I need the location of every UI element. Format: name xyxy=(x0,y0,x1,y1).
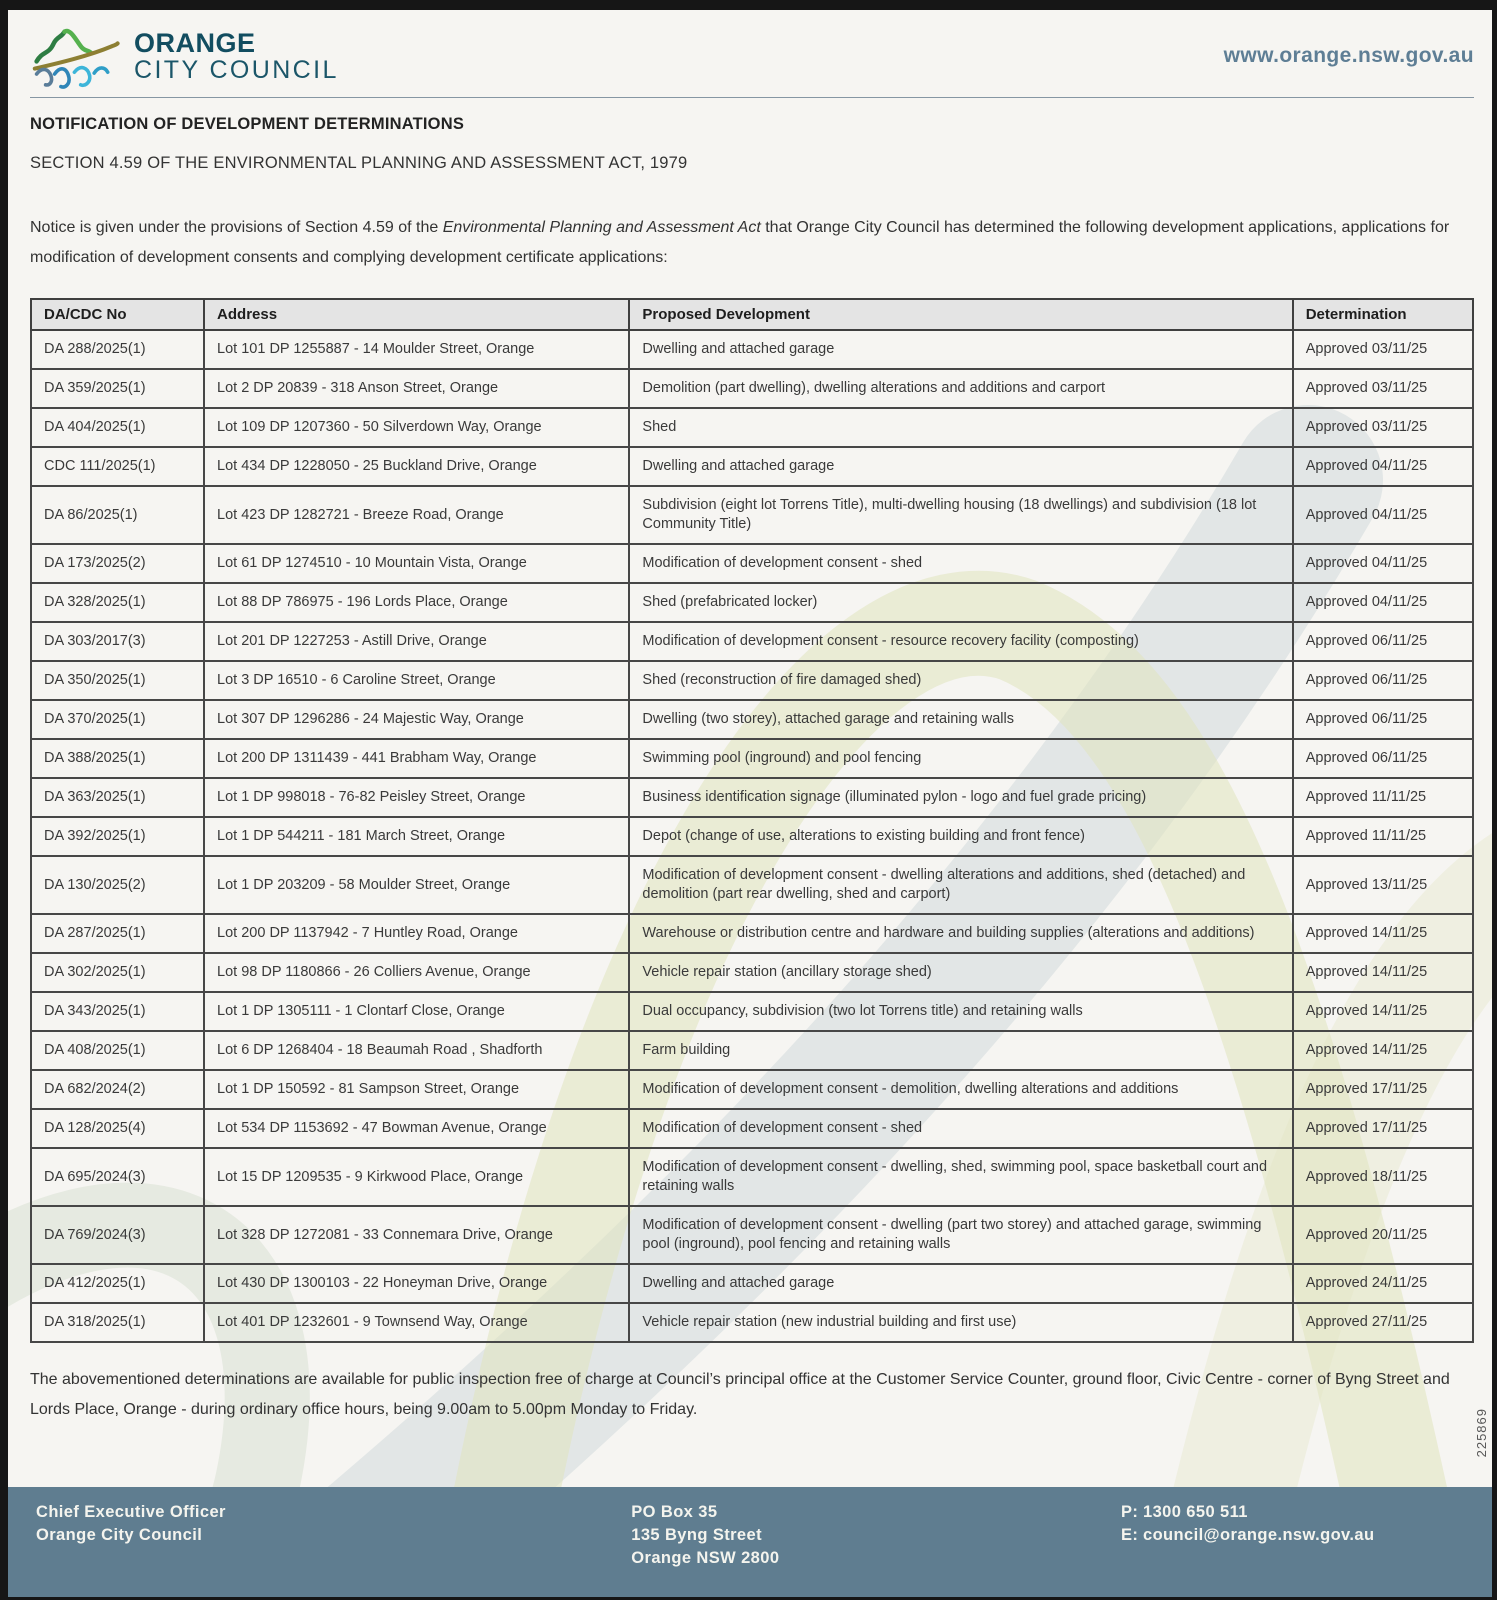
cell-determination: Approved 27/11/25 xyxy=(1293,1303,1473,1342)
cell-determination: Approved 11/11/25 xyxy=(1293,778,1473,817)
intro-act-name: Environmental Planning and Assessment Act xyxy=(442,219,761,236)
cell-development: Shed (reconstruction of fire damaged shed) xyxy=(629,661,1292,700)
cell-determination: Approved 14/11/25 xyxy=(1293,1031,1473,1070)
cell-determination: Approved 04/11/25 xyxy=(1293,447,1473,486)
cell-development: Dwelling and attached garage xyxy=(629,330,1292,369)
cell-address: Lot 1 DP 150592 - 81 Sampson Street, Orange xyxy=(204,1070,629,1109)
phone-line xyxy=(1121,1501,1374,1524)
table-row xyxy=(31,739,1473,778)
cell-da-no: DA 328/2025(1) xyxy=(31,583,204,622)
cell-address: Lot 1 DP 1305111 - 1 Clontarf Close, Orange xyxy=(204,992,629,1031)
table-row xyxy=(31,661,1473,700)
cell-determination: Approved 06/11/25 xyxy=(1293,661,1473,700)
cell-determination: Approved 06/11/25 xyxy=(1293,700,1473,739)
table-row xyxy=(31,369,1473,408)
cell-determination: Approved 24/11/25 xyxy=(1293,1264,1473,1303)
cell-da-no: DA 769/2024(3) xyxy=(31,1206,204,1264)
email-line xyxy=(1121,1524,1374,1547)
logo-org-name: ORANGE xyxy=(134,28,256,58)
cell-address: Lot 307 DP 1296286 - 24 Majestic Way, Orange xyxy=(204,700,629,739)
table-row xyxy=(31,817,1473,856)
cell-development: Depot (change of use, alterations to existing building and front fence) xyxy=(629,817,1292,856)
phone-number: 1300 650 511 xyxy=(1143,1503,1248,1521)
notice-intro xyxy=(30,213,1466,273)
table-row xyxy=(31,1206,1473,1264)
page-header xyxy=(30,10,1474,94)
cell-development: Shed xyxy=(629,408,1292,447)
email-label: E: xyxy=(1121,1526,1139,1544)
cell-development: Business identification signage (illuminated pylon - logo and fuel grade pricing) xyxy=(629,778,1292,817)
cell-da-no: DA 86/2025(1) xyxy=(31,486,204,544)
cell-address: Lot 401 DP 1232601 - 9 Townsend Way, Orange xyxy=(204,1303,629,1342)
cell-development: Dwelling and attached garage xyxy=(629,447,1292,486)
contact-phone-email xyxy=(1121,1501,1374,1547)
cell-determination: Approved 20/11/25 xyxy=(1293,1206,1473,1264)
cell-determination: Approved 04/11/25 xyxy=(1293,583,1473,622)
website-url: www.orange.nsw.gov.au xyxy=(1223,44,1474,67)
cell-address: Lot 534 DP 1153692 - 47 Bowman Avenue, Orange xyxy=(204,1109,629,1148)
table-row xyxy=(31,1148,1473,1206)
cell-da-no: DA 408/2025(1) xyxy=(31,1031,204,1070)
cell-development: Subdivision (eight lot Torrens Title), multi-dwelling housing (18 dwellings) and subdivision (18 lot Community Title) xyxy=(629,486,1292,544)
cell-address: Lot 88 DP 786975 - 196 Lords Place, Orange xyxy=(204,583,629,622)
cell-da-no: DA 173/2025(2) xyxy=(31,544,204,583)
cell-development: Modification of development consent - dwelling alterations and additions, shed (detached) and demolition (part rear dwelling, shed and carport) xyxy=(629,856,1292,914)
cell-da-no: DA 359/2025(1) xyxy=(31,369,204,408)
address-street: 135 Byng Street xyxy=(631,1526,762,1544)
cell-determination: Approved 14/11/25 xyxy=(1293,992,1473,1031)
cell-development: Dwelling (two storey), attached garage and retaining walls xyxy=(629,700,1292,739)
cell-determination: Approved 17/11/25 xyxy=(1293,1109,1473,1148)
cell-address: Lot 98 DP 1180866 - 26 Colliers Avenue, Orange xyxy=(204,953,629,992)
cell-address: Lot 423 DP 1282721 - Breeze Road, Orange xyxy=(204,486,629,544)
cell-da-no: DA 350/2025(1) xyxy=(31,661,204,700)
table-row xyxy=(31,622,1473,661)
cell-address: Lot 328 DP 1272081 - 33 Connemara Drive, Orange xyxy=(204,1206,629,1264)
cell-da-no: DA 318/2025(1) xyxy=(31,1303,204,1342)
table-header-row xyxy=(31,299,1473,330)
cell-da-no: DA 404/2025(1) xyxy=(31,408,204,447)
table-row xyxy=(31,1109,1473,1148)
table-row xyxy=(31,486,1473,544)
table-row xyxy=(31,1070,1473,1109)
cell-address: Lot 201 DP 1227253 - Astill Drive, Orange xyxy=(204,622,629,661)
cell-development: Modification of development consent - resource recovery facility (composting) xyxy=(629,622,1292,661)
cell-da-no: DA 343/2025(1) xyxy=(31,992,204,1031)
cell-determination: Approved 06/11/25 xyxy=(1293,739,1473,778)
notice-title: NOTIFICATION OF DEVELOPMENT DETERMINATIONS xyxy=(30,115,465,133)
council-logo xyxy=(30,20,339,92)
intro-text-start: Notice is given under the provisions of Section 4.59 of the xyxy=(30,219,443,236)
cell-determination: Approved 17/11/25 xyxy=(1293,1070,1473,1109)
table-row xyxy=(31,330,1473,369)
cell-address: Lot 3 DP 16510 - 6 Caroline Street, Orange xyxy=(204,661,629,700)
reference-number: 225869 xyxy=(1474,1407,1489,1457)
cell-development: Swimming pool (inground) and pool fencing xyxy=(629,739,1292,778)
table-row xyxy=(31,583,1473,622)
cell-da-no: DA 287/2025(1) xyxy=(31,914,204,953)
cell-da-no: CDC 111/2025(1) xyxy=(31,447,204,486)
cell-address: Lot 2 DP 20839 - 318 Anson Street, Orange xyxy=(204,369,629,408)
cell-determination: Approved 11/11/25 xyxy=(1293,817,1473,856)
cell-address: Lot 200 DP 1311439 - 441 Brabham Way, Orange xyxy=(204,739,629,778)
cell-determination: Approved 13/11/25 xyxy=(1293,856,1473,914)
table-row xyxy=(31,544,1473,583)
cell-determination: Approved 04/11/25 xyxy=(1293,544,1473,583)
cell-address: Lot 1 DP 998018 - 76-82 Peisley Street, Orange xyxy=(204,778,629,817)
cell-development: Modification of development consent - shed xyxy=(629,544,1292,583)
cell-address: Lot 1 DP 544211 - 181 March Street, Orange xyxy=(204,817,629,856)
cell-determination: Approved 03/11/25 xyxy=(1293,369,1473,408)
cell-development: Demolition (part dwelling), dwelling alterations and additions and carport xyxy=(629,369,1292,408)
cell-address: Lot 6 DP 1268404 - 18 Beaumah Road , Shadforth xyxy=(204,1031,629,1070)
officer-org: Orange City Council xyxy=(36,1526,203,1544)
officer-title: Chief Executive Officer xyxy=(36,1503,226,1521)
cell-da-no: DA 130/2025(2) xyxy=(31,856,204,914)
intro-text-end: that Orange City Council has determined the following development applications, applications for modification of development consents and complying development certificate applications: xyxy=(30,219,1450,266)
table-row xyxy=(31,447,1473,486)
cell-da-no: DA 128/2025(4) xyxy=(31,1109,204,1148)
cell-address: Lot 61 DP 1274510 - 10 Mountain Vista, Orange xyxy=(204,544,629,583)
header-divider xyxy=(30,97,1474,98)
cell-determination: Approved 04/11/25 xyxy=(1293,486,1473,544)
cell-da-no: DA 288/2025(1) xyxy=(31,330,204,369)
cell-da-no: DA 363/2025(1) xyxy=(31,778,204,817)
determinations-table xyxy=(30,298,1474,1343)
cell-development: Farm building xyxy=(629,1031,1292,1070)
cell-determination: Approved 14/11/25 xyxy=(1293,914,1473,953)
cell-determination: Approved 06/11/25 xyxy=(1293,622,1473,661)
cell-da-no: DA 682/2024(2) xyxy=(31,1070,204,1109)
table-row xyxy=(31,700,1473,739)
notice-content xyxy=(8,10,1492,1425)
address-city: Orange NSW 2800 xyxy=(631,1549,780,1567)
table-row xyxy=(31,953,1473,992)
cell-address: Lot 430 DP 1300103 - 22 Honeyman Drive, Orange xyxy=(204,1264,629,1303)
cell-da-no: DA 392/2025(1) xyxy=(31,817,204,856)
col-header-development: Proposed Development xyxy=(629,299,1292,330)
cell-address: Lot 15 DP 1209535 - 9 Kirkwood Place, Orange xyxy=(204,1148,629,1206)
cell-da-no: DA 302/2025(1) xyxy=(31,953,204,992)
phone-label: P: xyxy=(1121,1503,1139,1521)
table-row xyxy=(31,914,1473,953)
contact-bar xyxy=(8,1487,1492,1597)
table-row xyxy=(31,856,1473,914)
cell-address: Lot 101 DP 1255887 - 14 Moulder Street, Orange xyxy=(204,330,629,369)
cell-determination: Approved 14/11/25 xyxy=(1293,953,1473,992)
cell-development: Modification of development consent - dwelling (part two storey) and attached garage, swimming pool (inground), pool fencing and retaining walls xyxy=(629,1206,1292,1264)
col-header-determination: Determination xyxy=(1293,299,1473,330)
contact-officer xyxy=(36,1501,226,1547)
contact-address xyxy=(631,1501,779,1570)
cell-da-no: DA 370/2025(1) xyxy=(31,700,204,739)
logo-org-subname: CITY COUNCIL xyxy=(134,56,339,84)
council-logo-mark-icon xyxy=(30,20,126,92)
col-header-address: Address xyxy=(204,299,629,330)
address-po-box: PO Box 35 xyxy=(631,1503,718,1521)
table-row xyxy=(31,1264,1473,1303)
cell-development: Shed (prefabricated locker) xyxy=(629,583,1292,622)
notice-subtitle: SECTION 4.59 OF THE ENVIRONMENTAL PLANNING AND ASSESSMENT ACT, 1979 xyxy=(30,154,688,172)
cell-determination: Approved 18/11/25 xyxy=(1293,1148,1473,1206)
cell-address: Lot 200 DP 1137942 - 7 Huntley Road, Orange xyxy=(204,914,629,953)
inspection-note: The abovementioned determinations are available for public inspection free of charge at Council’s principal office at the Customer Service Counter, ground floor, Civic Centre - corner of Byng Street and Lords Place, Orange - during ordinary office hours, being 9.00am to 5.00pm Monday to Friday. xyxy=(30,1371,1450,1418)
cell-development: Modification of development consent - shed xyxy=(629,1109,1292,1148)
table-row xyxy=(31,778,1473,817)
cell-development: Dual occupancy, subdivision (two lot Torrens title) and retaining walls xyxy=(629,992,1292,1031)
table-row xyxy=(31,1031,1473,1070)
cell-da-no: DA 388/2025(1) xyxy=(31,739,204,778)
cell-address: Lot 1 DP 203209 - 58 Moulder Street, Orange xyxy=(204,856,629,914)
table-row xyxy=(31,408,1473,447)
council-logo-text xyxy=(134,20,339,84)
col-header-da-no: DA/CDC No xyxy=(31,299,204,330)
cell-determination: Approved 03/11/25 xyxy=(1293,408,1473,447)
cell-determination: Approved 03/11/25 xyxy=(1293,330,1473,369)
cell-da-no: DA 303/2017(3) xyxy=(31,622,204,661)
notice-page xyxy=(8,10,1492,1597)
cell-address: Lot 109 DP 1207360 - 50 Silverdown Way, Orange xyxy=(204,408,629,447)
cell-development: Vehicle repair station (ancillary storage shed) xyxy=(629,953,1292,992)
cell-development: Modification of development consent - demolition, dwelling alterations and additions xyxy=(629,1070,1292,1109)
cell-address: Lot 434 DP 1228050 - 25 Buckland Drive, Orange xyxy=(204,447,629,486)
cell-development: Dwelling and attached garage xyxy=(629,1264,1292,1303)
cell-development: Warehouse or distribution centre and hardware and building supplies (alterations and additions) xyxy=(629,914,1292,953)
cell-development: Vehicle repair station (new industrial building and first use) xyxy=(629,1303,1292,1342)
cell-development: Modification of development consent - dwelling, shed, swimming pool, space basketball court and retaining walls xyxy=(629,1148,1292,1206)
cell-da-no: DA 695/2024(3) xyxy=(31,1148,204,1206)
cell-da-no: DA 412/2025(1) xyxy=(31,1264,204,1303)
table-row xyxy=(31,1303,1473,1342)
table-row xyxy=(31,992,1473,1031)
email-address: council@orange.nsw.gov.au xyxy=(1143,1526,1375,1544)
